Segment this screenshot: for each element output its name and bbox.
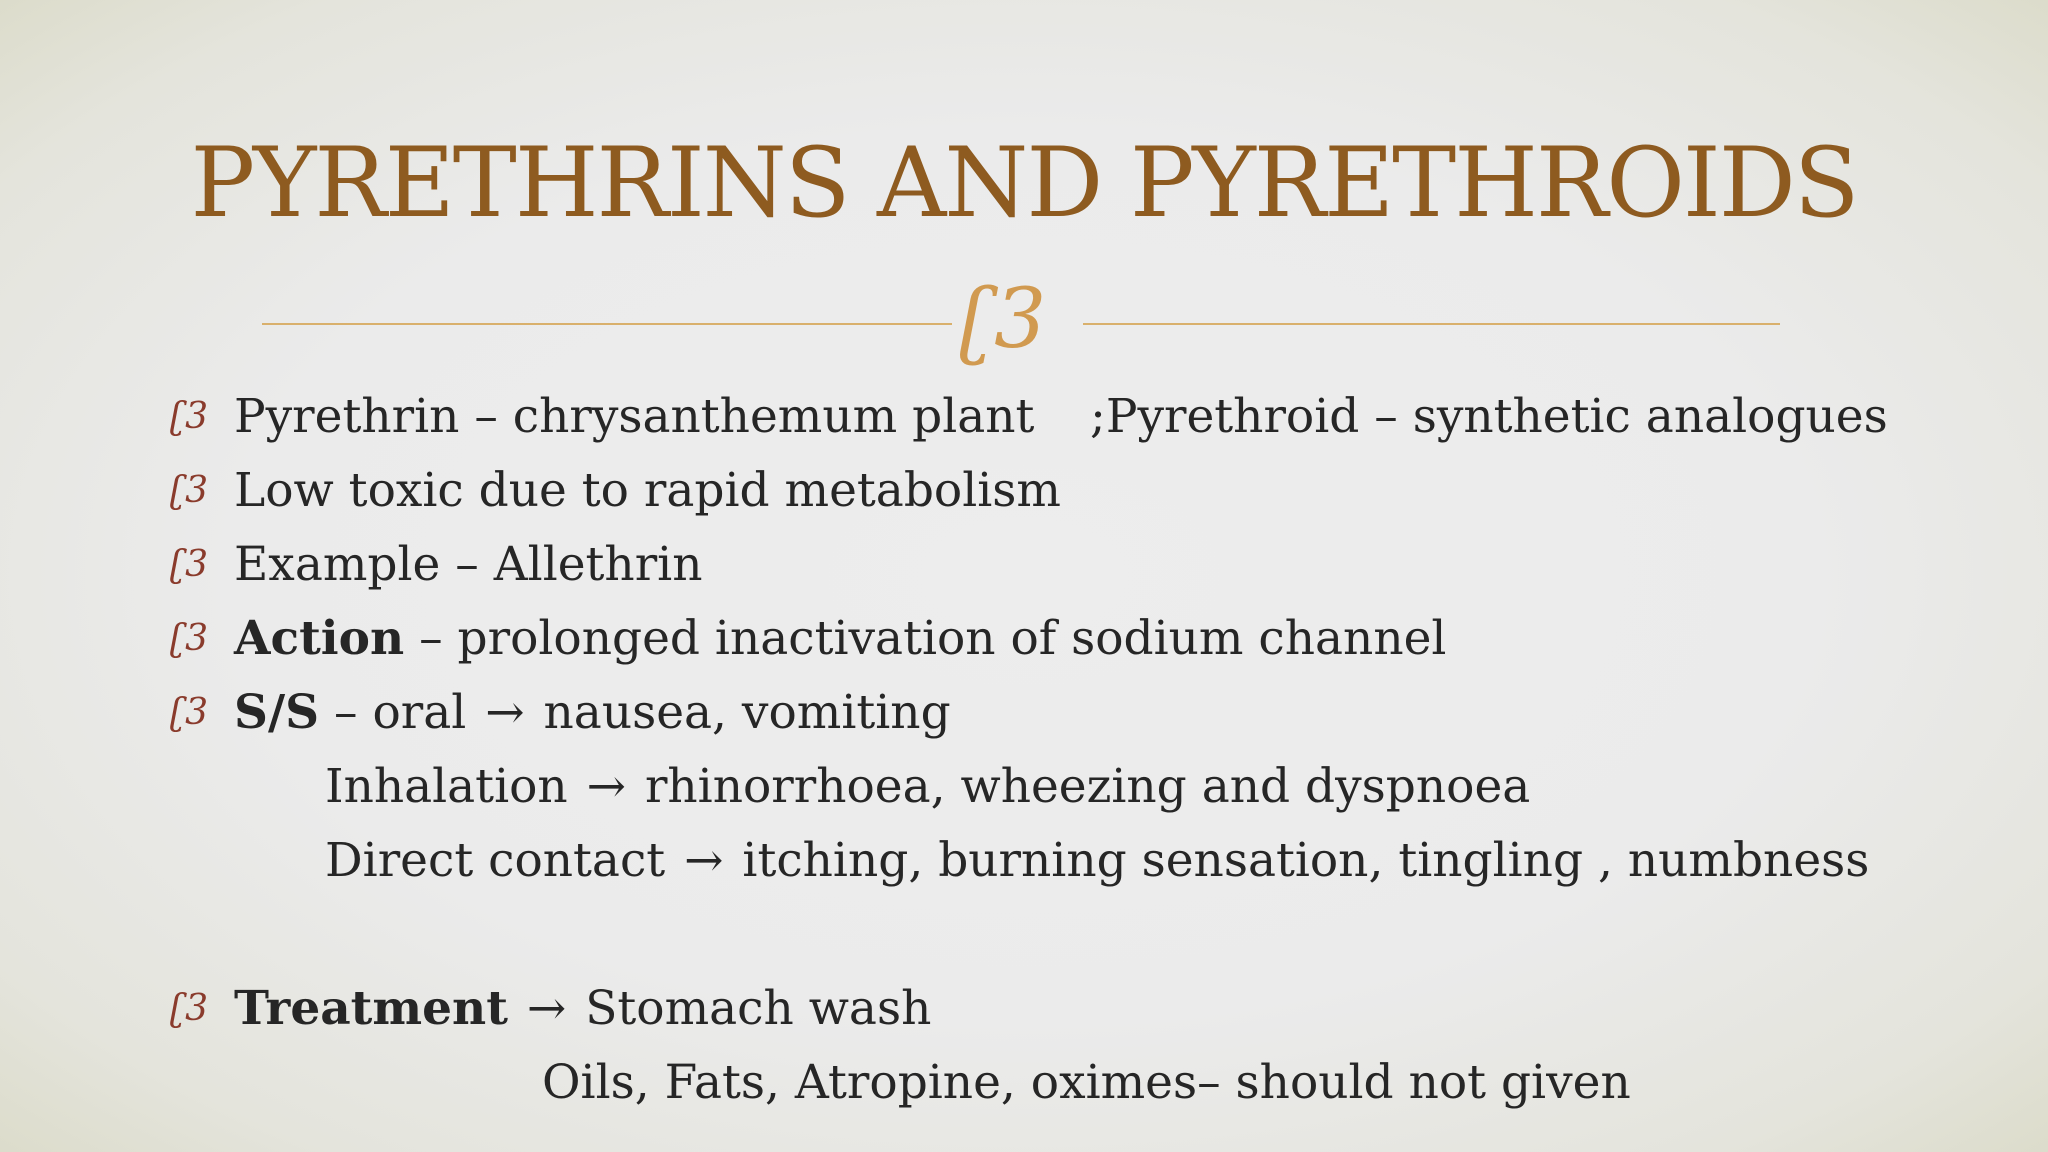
bullet-line-treatment (170, 972, 2020, 1046)
bullet-icon: ʗ3 (170, 396, 209, 437)
oral-route-text: – oral (319, 685, 482, 740)
arrow-right-icon: → (485, 685, 525, 740)
bullet-icon: ʗ3 (170, 988, 209, 1029)
bullet-line-example (170, 528, 2020, 602)
action-text: – prolonged inactivation of sodium channel (404, 611, 1447, 666)
bullet-icon: ʗ3 (170, 618, 209, 659)
signs-symptoms-label: S/S (234, 685, 320, 740)
arrow-right-icon: → (684, 833, 724, 888)
slide-title: PYRETHRINS AND PYRETHROIDS (190, 127, 1858, 239)
bullet-line-toxicity (170, 454, 2020, 528)
signs-oral-line (234, 676, 951, 750)
inhalation-route-text: Inhalation (325, 759, 583, 814)
arrow-right-icon: → (526, 981, 567, 1036)
line-direct-contact (170, 824, 2020, 898)
treatment-label: Treatment (234, 981, 508, 1036)
action-line (234, 602, 1446, 676)
direct-contact-effects-text: itching, burning sensation, tingling , numbness (727, 833, 1870, 888)
oral-effects-text: nausea, vomiting (528, 685, 951, 740)
line-contraindications (170, 1046, 2020, 1120)
toxicity-text: Low toxic due to rapid metabolism (234, 463, 1061, 518)
inhalation-line (325, 750, 1530, 824)
example-text: Example – Allethrin (234, 537, 703, 592)
arrow-right-icon: → (586, 759, 626, 814)
bullet-line-signs-symptoms (170, 676, 2020, 750)
treatment-text: Stomach wash (570, 981, 932, 1036)
title-divider-left (262, 323, 952, 325)
divider-ornament-icon: ʗ3 (959, 272, 1047, 367)
spacer (170, 898, 2020, 972)
bullet-icon: ʗ3 (170, 470, 209, 511)
direct-contact-line (325, 824, 1869, 898)
inhalation-effects-text: rhinorrhoea, wheezing and dyspnoea (630, 759, 1531, 814)
direct-contact-route-text: Direct contact (325, 833, 681, 888)
title-divider-right (1083, 323, 1780, 325)
bullet-icon: ʗ3 (170, 692, 209, 733)
bullet-line-action (170, 602, 2020, 676)
pyrethrin-source-text: Pyrethrin – chrysanthemum plant (234, 389, 1035, 444)
slide-body (170, 380, 2020, 1120)
action-label: Action (234, 611, 405, 666)
bullet-line-pyrethrin (170, 380, 2020, 454)
line-inhalation (170, 750, 2020, 824)
pyrethroid-source-text: ;Pyrethroid – synthetic analogues (1090, 389, 1888, 444)
contraindications-text: Oils, Fats, Atropine, oximes– should not given (542, 1055, 1631, 1110)
bullet-icon: ʗ3 (170, 544, 209, 585)
treatment-line (234, 972, 931, 1046)
